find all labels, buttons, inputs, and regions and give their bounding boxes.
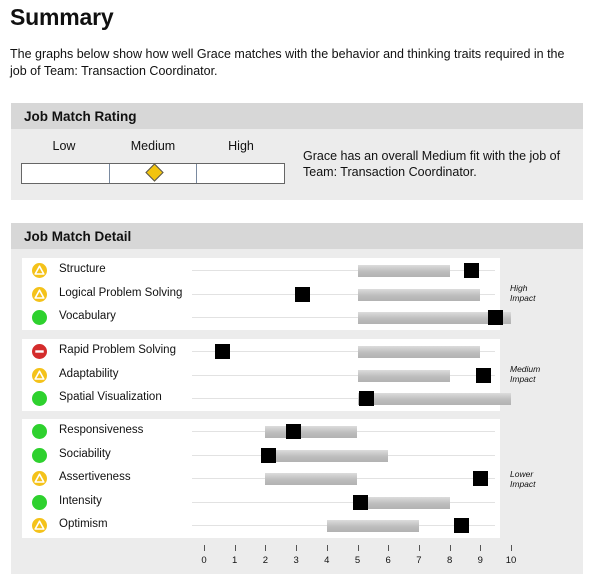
target-range-bar xyxy=(358,265,450,277)
scale-divider xyxy=(109,164,110,183)
axis-tick-label: 9 xyxy=(477,555,483,566)
intro-text: The graphs below show how well Grace matches with the behavior and thinking traits required in the job of Team: Transaction Coordinator. xyxy=(10,47,565,78)
trait-label: Intensity xyxy=(59,494,102,507)
match-circle-icon xyxy=(32,424,47,439)
trait-row xyxy=(22,491,500,515)
score-marker xyxy=(353,495,368,510)
score-marker xyxy=(488,310,503,325)
job-match-rating-header: Job Match Rating xyxy=(11,103,583,129)
rating-level-medium: Medium xyxy=(130,139,176,153)
axis-tick xyxy=(419,545,420,551)
impact-label-line: Impact xyxy=(510,293,536,303)
match-circle-icon xyxy=(32,391,47,406)
match-circle-icon xyxy=(32,448,47,463)
target-range-bar xyxy=(358,497,450,509)
target-range-bar xyxy=(265,450,388,462)
target-range-bar xyxy=(265,473,357,485)
trait-row xyxy=(22,340,500,364)
impact-label-line: High xyxy=(510,283,528,293)
axis-tick xyxy=(480,545,481,551)
axis-tick-label: 0 xyxy=(201,555,207,566)
trait-label: Structure xyxy=(59,263,106,275)
axis-tick-label: 10 xyxy=(505,555,517,566)
trait-row xyxy=(22,387,500,411)
trait-group-high-impact xyxy=(22,258,500,330)
axis-tick xyxy=(388,545,389,551)
axis-tick xyxy=(235,545,236,551)
trait-label: Spatial Visualization xyxy=(59,391,162,403)
impact-label-line: Lower xyxy=(510,469,534,479)
axis-tick xyxy=(358,545,359,551)
trait-row xyxy=(22,364,500,388)
axis-tick xyxy=(327,545,328,551)
trait-label: Optimism xyxy=(59,518,108,530)
axis-tick-label: 5 xyxy=(354,555,361,566)
trait-row xyxy=(22,420,500,444)
match-circle-icon xyxy=(32,310,47,325)
impact-label-medium xyxy=(510,364,540,384)
trait-row xyxy=(22,444,500,468)
score-marker xyxy=(286,424,301,439)
trait-label: Adaptability xyxy=(59,367,119,380)
target-range-bar xyxy=(358,346,481,358)
axis-tick-label: 7 xyxy=(416,555,422,566)
rating-level-high: High xyxy=(228,139,254,153)
rating-level-low: Low xyxy=(52,139,76,153)
axis-tick xyxy=(296,545,297,551)
caution-triangle-icon xyxy=(32,287,47,302)
impact-label-high xyxy=(510,283,536,303)
caution-triangle-icon xyxy=(32,368,47,383)
axis-tick-label: 3 xyxy=(293,555,299,566)
job-match-detail-panel xyxy=(11,249,583,574)
job-match-detail-header: Job Match Detail xyxy=(11,223,583,249)
score-marker xyxy=(215,344,230,359)
trait-label: Sociability xyxy=(59,447,111,460)
page-title: Summary xyxy=(10,4,114,30)
caution-triangle-icon xyxy=(32,471,47,486)
impact-label-line: Medium xyxy=(510,364,541,374)
target-range-bar xyxy=(358,370,450,382)
axis-tick-label: 4 xyxy=(324,555,330,566)
job-match-rating-panel xyxy=(11,129,583,200)
trait-label: Responsiveness xyxy=(59,424,144,436)
axis-tick-label: 1 xyxy=(232,555,238,566)
axis-tick xyxy=(204,545,205,551)
trait-label: Rapid Problem Solving xyxy=(59,344,176,356)
score-marker xyxy=(464,263,479,278)
axis-tick xyxy=(450,545,451,551)
mismatch-minus-icon xyxy=(32,344,47,359)
trait-group-medium-impact xyxy=(22,339,500,411)
trait-row xyxy=(22,259,500,283)
target-range-bar xyxy=(327,520,419,532)
trait-row xyxy=(22,283,500,307)
axis-tick xyxy=(511,545,512,551)
impact-label-lower xyxy=(510,469,536,489)
caution-triangle-icon xyxy=(32,263,47,278)
trait-label: Assertiveness xyxy=(59,471,131,483)
impact-label-line: Impact xyxy=(510,479,536,489)
impact-label-line: Impact xyxy=(510,374,536,384)
trait-label: Logical Problem Solving xyxy=(59,286,183,299)
score-marker xyxy=(261,448,276,463)
score-marker xyxy=(473,471,488,486)
score-marker xyxy=(359,391,374,406)
trait-label: Vocabulary xyxy=(59,310,116,322)
score-marker xyxy=(476,368,491,383)
target-range-bar xyxy=(358,289,481,301)
score-marker xyxy=(454,518,469,533)
trait-row xyxy=(22,514,500,538)
score-marker xyxy=(295,287,310,302)
target-range-bar xyxy=(265,426,357,438)
trait-row xyxy=(22,306,500,330)
trait-row xyxy=(22,467,500,491)
axis-tick xyxy=(265,545,266,551)
target-range-bar xyxy=(358,393,512,405)
axis-tick-label: 6 xyxy=(385,555,391,566)
trait-group-lower-impact xyxy=(22,419,500,538)
match-circle-icon xyxy=(32,495,47,510)
rating-statement: Grace has an overall Medium fit with the job of Team: Transaction Coordinator. xyxy=(303,149,561,179)
axis-tick-label: 8 xyxy=(446,555,453,566)
scale-divider xyxy=(196,164,197,183)
caution-triangle-icon xyxy=(32,518,47,533)
axis-tick-label: 2 xyxy=(262,555,269,566)
